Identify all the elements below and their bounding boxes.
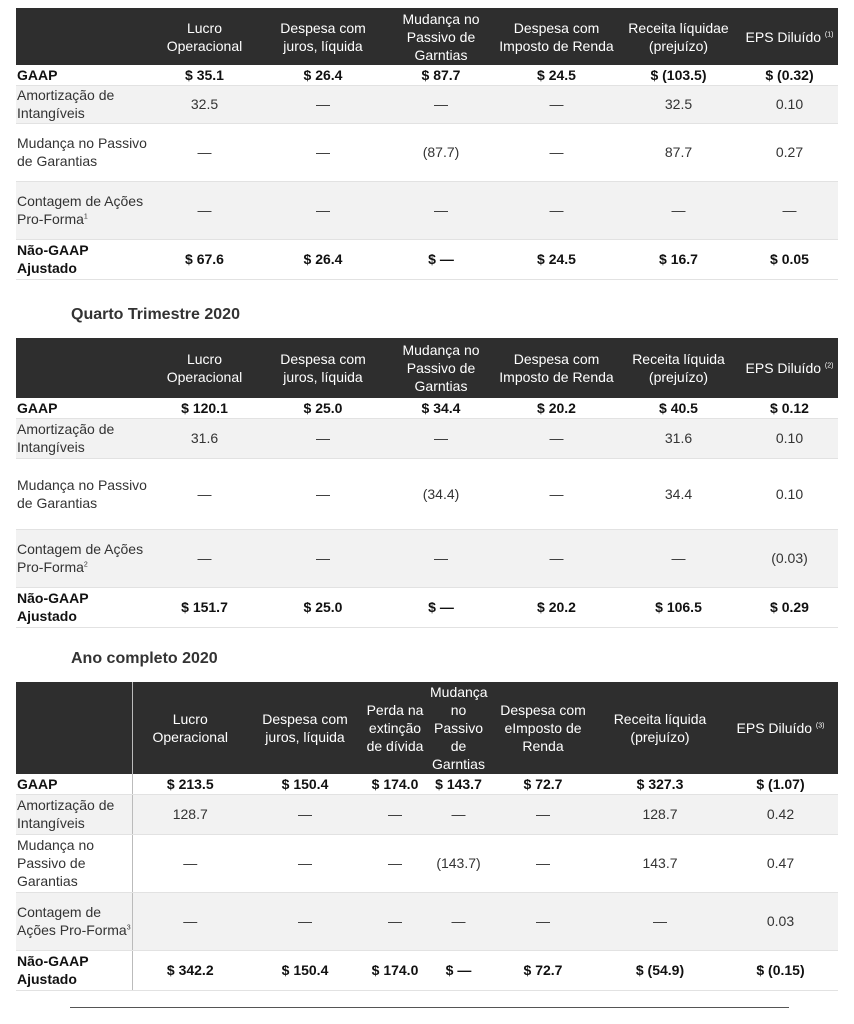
row-label: Não-GAAP Ajustado [16, 239, 148, 279]
table-cell: 0.27 [741, 123, 838, 181]
table-cell: $ (0.32) [741, 65, 838, 85]
table-cell: (0.03) [741, 529, 838, 587]
table-cell: 0.42 [723, 794, 838, 834]
table-header-row [16, 338, 838, 398]
table-cell: $ (54.9) [597, 950, 723, 990]
table-cell: $ 40.5 [616, 398, 741, 418]
table-cell: $ 16.7 [616, 239, 741, 279]
table-cell: — [497, 123, 616, 181]
table-row-non-gaap [16, 587, 838, 627]
table-cell: — [248, 794, 362, 834]
table-cell: — [261, 458, 385, 529]
table-header-row [16, 682, 838, 774]
header-cell: Despesa com eImposto de Renda [489, 682, 597, 774]
table-cell: 0.03 [723, 892, 838, 950]
footnote-marker: 1 [83, 213, 88, 221]
table-cell: — [497, 458, 616, 529]
table-cell: $ 34.4 [385, 398, 497, 418]
header-cell: Lucro Operacional [148, 338, 261, 398]
table-cell: $ 342.2 [132, 950, 248, 990]
table-cell: $ (0.15) [723, 950, 838, 990]
table-cell: — [741, 181, 838, 239]
table-cell: — [385, 418, 497, 458]
table-row-proforma-share-count [16, 181, 838, 239]
table-cell: $ 150.4 [248, 774, 362, 794]
row-label: Amortização de Intangíveis [16, 418, 148, 458]
table-cell: (87.7) [385, 123, 497, 181]
footnote-marker: 3 [126, 924, 131, 932]
table-row-guarantee-liability [16, 458, 838, 529]
row-label-text: Contagem de Ações Pro-Forma [17, 193, 144, 227]
row-label: Mudança no Passivo de Garantias [16, 834, 132, 892]
table-cell: $ 20.2 [497, 398, 616, 418]
table-cell: — [362, 834, 428, 892]
table-cell: — [489, 834, 597, 892]
table-cell: $ — [428, 950, 489, 990]
table-cell: — [385, 529, 497, 587]
table-cell: $ 151.7 [148, 587, 261, 627]
table-cell: $ 143.7 [428, 774, 489, 794]
table-cell: $ 35.1 [148, 65, 261, 85]
table-cell: — [385, 85, 497, 123]
header-cell: Perda na extinção de dívida [362, 682, 428, 774]
header-cell: Lucro Operacional [148, 8, 261, 65]
table-cell: — [497, 418, 616, 458]
table-cell: 87.7 [616, 123, 741, 181]
table-cell: $ (103.5) [616, 65, 741, 85]
table-row-proforma-share-count [16, 529, 838, 587]
table-row-gaap [16, 398, 838, 418]
table-cell: $ — [385, 239, 497, 279]
eps-footnote-marker: (1) [824, 30, 834, 38]
table-cell: — [261, 529, 385, 587]
table-cell: $ 174.0 [362, 774, 428, 794]
row-label: GAAP [16, 65, 148, 85]
table-row-guarantee-liability [16, 834, 838, 892]
header-cell: Lucro Operacional [132, 682, 248, 774]
table-cell: $ 25.0 [261, 398, 385, 418]
table-row-non-gaap [16, 950, 838, 990]
table-cell: — [362, 794, 428, 834]
header-cell: Mudança no Passivo de Garntias [430, 684, 488, 772]
row-label: Amortização de Intangíveis [16, 85, 148, 123]
header-cell-eps [741, 8, 838, 65]
header-blank [16, 338, 148, 398]
reconciliation-table-1 [16, 8, 838, 280]
table-cell: — [132, 892, 248, 950]
header-cell: Receita líquida (prejuízo) [597, 682, 723, 774]
table-row-gaap [16, 65, 838, 85]
table-cell: — [616, 529, 741, 587]
table-cell: 143.7 [597, 834, 723, 892]
row-label: Mudança no Passivo de Garantias [16, 458, 148, 529]
row-label: GAAP [16, 398, 148, 418]
header-cell: Despesa com Imposto de Renda [497, 8, 616, 65]
row-label: Não-GAAP Ajustado [16, 587, 148, 627]
table-cell: $ 213.5 [132, 774, 248, 794]
table-cell: 31.6 [616, 418, 741, 458]
table-row-non-gaap [16, 239, 838, 279]
table-cell: 128.7 [597, 794, 723, 834]
table-cell: — [248, 892, 362, 950]
row-label [16, 892, 132, 950]
table-row-amortization [16, 794, 838, 834]
table-cell: — [148, 529, 261, 587]
table-cell: — [261, 85, 385, 123]
header-cell: Mudança no Passivo de Garntias [385, 338, 497, 398]
table-cell: (143.7) [428, 834, 489, 892]
table-cell: — [148, 181, 261, 239]
table-cell: — [261, 123, 385, 181]
row-label-text: Contagem de Ações Pro-Forma [17, 541, 144, 575]
footnote-marker: 2 [83, 561, 88, 569]
table-cell: $ 25.0 [261, 587, 385, 627]
row-label-text: Contagem de Ações Pro-Forma [17, 904, 127, 938]
header-eps-label: EPS Diluído [745, 360, 822, 376]
header-eps-label: EPS Diluído [745, 28, 822, 45]
table-cell: $ 174.0 [362, 950, 428, 990]
table-cell: — [261, 181, 385, 239]
table-cell: — [489, 794, 597, 834]
header-eps-label: EPS Diluído [736, 720, 813, 736]
header-cell: Despesa com juros, líquida [261, 338, 385, 398]
footer-divider [70, 1007, 789, 1008]
table-cell: $ 0.05 [741, 239, 838, 279]
table-cell: 32.5 [148, 85, 261, 123]
table-cell: — [132, 834, 248, 892]
table-cell: $ 87.7 [385, 65, 497, 85]
table-cell: $ 67.6 [148, 239, 261, 279]
table-cell: — [261, 418, 385, 458]
section-title-full-year-2020: Ano completo 2020 [71, 650, 218, 667]
header-cell: Mudança no Passivo de Garntias [385, 8, 497, 65]
table-cell: 0.47 [723, 834, 838, 892]
table-cell: $ 24.5 [497, 239, 616, 279]
table-cell: 0.10 [741, 85, 838, 123]
eps-footnote-marker: (3) [815, 722, 825, 730]
row-label [16, 529, 148, 587]
table-cell: — [497, 181, 616, 239]
table-cell: $ 0.29 [741, 587, 838, 627]
header-blank [16, 8, 148, 65]
table-cell: (34.4) [385, 458, 497, 529]
section-title-q4-2020: Quarto Trimestre 2020 [71, 306, 240, 323]
table-cell: $ 327.3 [597, 774, 723, 794]
table-cell: $ 72.7 [489, 950, 597, 990]
row-label: Amortização de Intangíveis [16, 794, 132, 834]
table-cell: $ 20.2 [497, 587, 616, 627]
table-row-amortization [16, 418, 838, 458]
header-cell-eps [741, 338, 838, 398]
table-cell: 128.7 [132, 794, 248, 834]
table-cell: — [148, 123, 261, 181]
table-cell: — [148, 458, 261, 529]
header-cell: Despesa com juros, líquida [261, 8, 385, 65]
row-label [16, 181, 148, 239]
table-cell: — [489, 892, 597, 950]
table-cell: 0.10 [741, 418, 838, 458]
table-cell: 32.5 [616, 85, 741, 123]
table-cell: 34.4 [616, 458, 741, 529]
row-label: Mudança no Passivo de Garantias [16, 123, 148, 181]
eps-footnote-marker: (2) [824, 362, 834, 370]
header-cell-eps [723, 682, 838, 774]
table-cell: $ 150.4 [248, 950, 362, 990]
table-cell: — [428, 892, 489, 950]
table-row-gaap [16, 774, 838, 794]
header-blank [16, 682, 132, 774]
table-row-guarantee-liability [16, 123, 838, 181]
table-cell: — [616, 181, 741, 239]
table-cell: 0.10 [741, 458, 838, 529]
table-cell: — [497, 529, 616, 587]
table-cell: $ 0.12 [741, 398, 838, 418]
table-cell: $ (1.07) [723, 774, 838, 794]
header-cell: Receita líquidae (prejuízo) [616, 8, 741, 65]
table-cell: — [248, 834, 362, 892]
table-cell: 31.6 [148, 418, 261, 458]
table-cell: $ 120.1 [148, 398, 261, 418]
table-cell: $ 24.5 [497, 65, 616, 85]
table-row-proforma-share-count [16, 892, 838, 950]
table-row-amortization [16, 85, 838, 123]
reconciliation-table-2 [16, 338, 838, 628]
table-cell: $ 26.4 [261, 65, 385, 85]
header-cell: Despesa com Imposto de Renda [497, 338, 616, 398]
table-cell: $ 26.4 [261, 239, 385, 279]
table-header-row [16, 8, 838, 65]
reconciliation-table-3 [16, 682, 838, 991]
table-cell: $ 106.5 [616, 587, 741, 627]
row-label: GAAP [16, 774, 132, 794]
table-cell: — [362, 892, 428, 950]
table-cell: — [428, 794, 489, 834]
header-cell: Despesa com juros, líquida [248, 682, 362, 774]
table-cell: — [497, 85, 616, 123]
table-cell: $ — [385, 587, 497, 627]
table-cell: — [385, 181, 497, 239]
row-label: Não-GAAP Ajustado [16, 950, 132, 990]
header-cell: Receita líquida (prejuízo) [616, 338, 741, 398]
table-cell: — [597, 892, 723, 950]
table-cell: $ 72.7 [489, 774, 597, 794]
